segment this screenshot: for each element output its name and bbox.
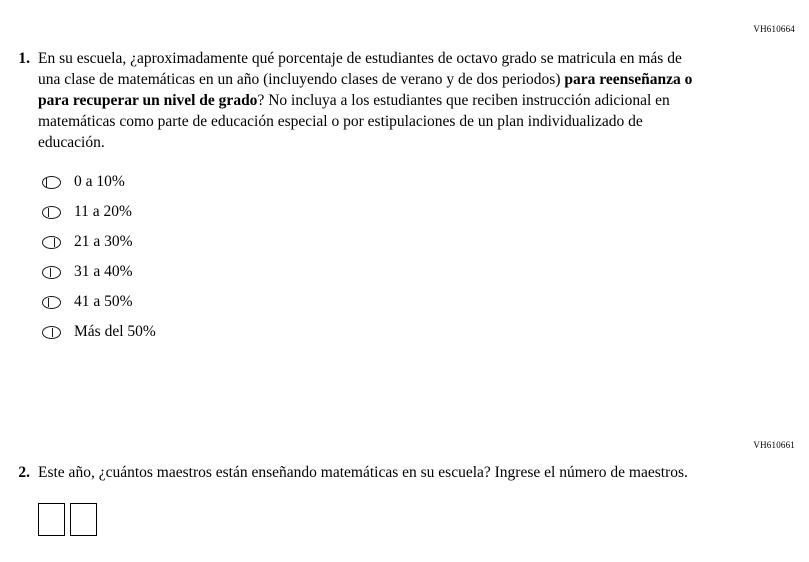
question-1-options — [38, 167, 789, 347]
option-label: 21 a 30% — [74, 233, 133, 250]
option-row[interactable] — [38, 197, 789, 227]
text-run: En su escuela, ¿aproximadamente qué porcentaje de estudiantes de octavo grado se matricula en más de una clase de matemáticas en un año (incluyendo clases de verano y de dos periodos) — [38, 50, 682, 88]
option-label: Más del 50% — [74, 323, 156, 340]
text-run: Este año, ¿cuántos maestros están enseñando matemáticas en su escuela? Ingrese el número de maestros. — [38, 464, 688, 481]
question-2-text — [38, 462, 688, 483]
option-label: 11 a 20% — [74, 203, 132, 220]
option-label: 0 a 10% — [74, 173, 125, 190]
question-2 — [14, 462, 789, 536]
radio-bubble-icon[interactable] — [42, 326, 61, 339]
radio-bubble-icon[interactable] — [42, 236, 61, 249]
answer-box[interactable] — [70, 503, 97, 536]
answer-box[interactable] — [38, 503, 65, 536]
option-label: 31 a 40% — [74, 263, 133, 280]
question-2-answer-boxes[interactable] — [38, 503, 789, 536]
option-row[interactable] — [38, 317, 789, 347]
option-label: 41 a 50% — [74, 293, 133, 310]
text-run: para reenseñanza o para recuperar un nivel de grado — [38, 71, 693, 109]
option-row[interactable] — [38, 287, 789, 317]
question-2-row — [14, 462, 789, 483]
item-code-1: VH610664 — [753, 24, 795, 34]
radio-bubble-icon[interactable] — [42, 266, 61, 279]
option-row[interactable] — [38, 257, 789, 287]
option-row[interactable] — [38, 227, 789, 257]
question-2-number: 2. — [18, 464, 30, 481]
radio-bubble-icon[interactable] — [42, 296, 61, 309]
radio-bubble-icon[interactable] — [42, 206, 61, 219]
item-code-2: VH610661 — [753, 440, 795, 450]
question-1-text — [38, 48, 706, 153]
question-1 — [14, 48, 789, 347]
radio-bubble-icon[interactable] — [42, 176, 61, 189]
option-row[interactable] — [38, 167, 789, 197]
question-1-row — [14, 48, 789, 153]
question-1-number: 1. — [18, 50, 30, 67]
text-run: ? No incluya a los estudiantes que reciben instrucción adicional en matemáticas como parte de educación especial o por estipulaciones de un plan individualizado de educación. — [38, 92, 670, 151]
